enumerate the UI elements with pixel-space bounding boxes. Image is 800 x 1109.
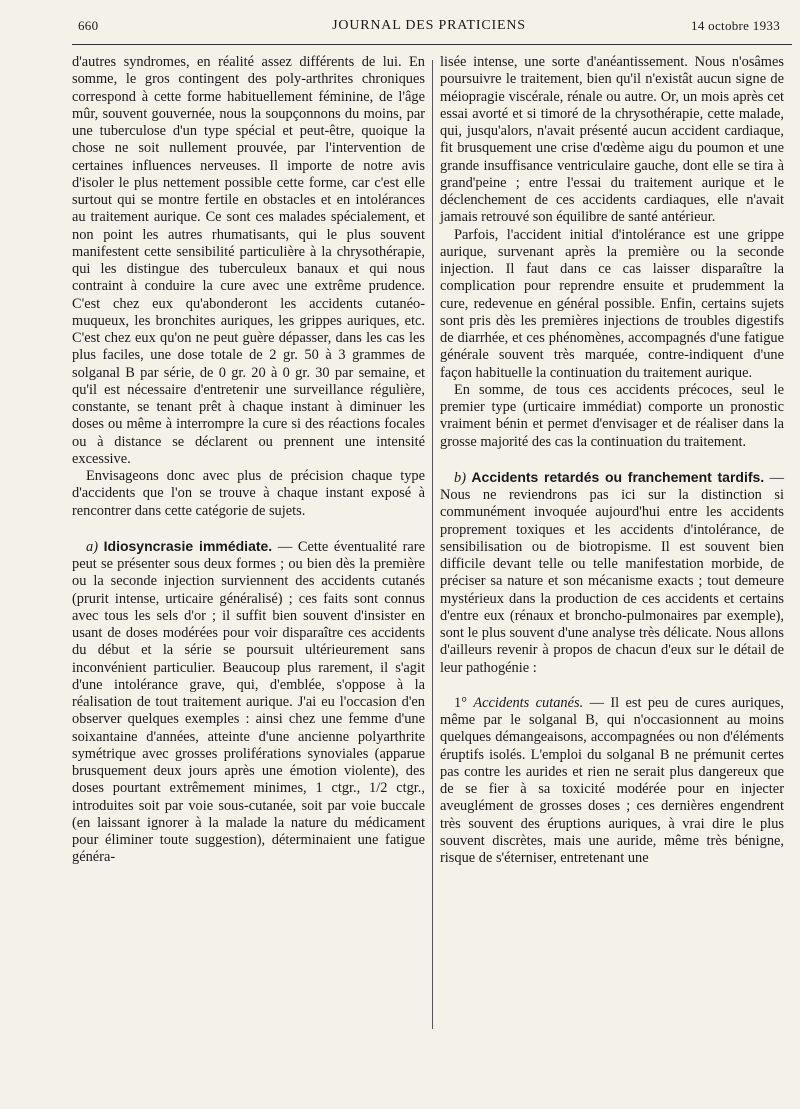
section-prefix: 1° [454,694,467,711]
section-text: — Cette éventualité rare peut se présenter sous deux formes ; ou bien dès la première ou la seconde injection surviennent des accidents cutanés (prurit intense, urticaire généralisé) ; ces faits sont connus avec tous les sels d'or ; il suffit bien souvent d'insister en usant de doses modérées pour voir disparaître ces accidents du début et la série se poursuit ultérieurement sans inconvénient particulier. Beaucoup plus rarement, il s'agit d'une intolérance grave, qui, d'emblée, s'oppose à la réalisation de tout traitement aurique. J'ai eu l'occasion d'en observer quelques exemples : ainsi chez une femme d'une soixantaine d'années, atteinte d'une ancienne polyarthrite symétrique avec grosses proliférations synoviales (apparue brusquement deux jours après une émotion violente), des doses pourtant extrêmement minimes, 1 ctgr., 1/2 ctgr., introduites soit par voie sous-cutanée, soit par voie buccale (en laissant ignorer à la malade la nature du médicament pour éliminer toute suggestion), déterminaient une fatigue généra- [72,538,425,866]
paragraph: lisée intense, une sorte d'anéantissement. Nous n'osâmes poursuivre le traitement, bien qu'il n'existât aucun signe de méiopragie viscérale, rénale ou autre. Or, un mois après cet essai avorté et si timoré de la chrysothérapie, cette malade, qui, jusqu'alors, n'avait présenté aucun accident cardiaque, fit brusquement une crise d'œdème aigu du poumon et une grande insuffisance ventriculaire gauche, dont elle se tira à grand'peine ; entre l'essai du traitement aurique et le déclenchement de ces accidents cardiaques, elle n'avait jamais retrouvé son équilibre de santé antérieur. [440,54,784,226]
section-prefix: a) [86,538,98,555]
section-title: Idiosyncrasie immédiate. [103,537,273,554]
paragraph: En somme, de tous ces accidents précoces, seul le premier type (urticaire immédiat) comporte un pronostic vraiment bénin et permet d'envisager et de réaliser dans la grosse majorité des cas la continuation du traitement. [440,381,784,450]
journal-title: JOURNAL DES PRATICIENS [332,18,526,33]
section-1 [440,695,784,868]
left-column [72,54,425,867]
issue-date: 14 octobre 1933 [691,18,780,33]
section-title: Accidents cutanés. [473,694,584,711]
paragraph: Envisageons donc avec plus de précision chaque type d'accidents que l'on se trouve à chaque instant exposé à rencontrer dans cette catégorie de sujets. [72,468,425,519]
column-separator [432,60,433,1029]
paragraph: Parfois, l'accident initial d'intolérance est une grippe aurique, survenant après la première ou la seconde injection. Il faut dans ce cas laisser disparaître la complication pour reprendre ensuite et prudemment la cure, redevenue en général possible. Enfin, certains sujets sont pris dès les premières injections de troubles digestifs de diarrhée, et ces phénomènes, accompagnés d'une fatigue générale souvent très marquée, contre-indiquent d'une façon habituelle la continuation du traitement aurique. [440,226,784,381]
section-title: Accidents retardés ou franchement tardifs. [471,468,765,485]
right-column [440,54,784,867]
page-header [78,14,780,36]
section-text: — Nous ne reviendrons pas ici sur la distinction si communément invoquée aujourd'hui entre les accidents proprement toxiques et les accidents d'intolérance, de sensibilisation ou de biotropisme. Il est souvent bien difficile devant telle ou telle manifestation morbide, de préciser sa nature et son mécanisme exacts ; tout demeure mystérieux dans la production de ces accidents et certains d'entre eux (rénaux et broncho-pulmonaires par exemple), sont le plus souvent d'une analyse très délicate. Nous allons d'ailleurs revenir à propos de chacun d'eux sur le détail de leur pathogénie : [440,469,784,676]
section-b [440,469,784,677]
page-number: 660 [78,18,99,33]
paragraph: d'autres syndromes, en réalité assez différents de lui. En somme, le gros contingent des poly-arthrites chroniques correspond à cette forme habituellement féminine, de l'âge mûr, souvent gouvernée, nous la soupçonnons du moins, par une tuberculose d'un type spécial et peut-être, quoique la chose ne soit nullement prouvée, par l'intervention de certaines influences nerveuses. Il importe de notre avis d'isoler le plus nettement possible cette forme, car c'est elle surtout qui se montre fertile en obstacles et en intolérances au traitement aurique. Ce sont ces malades spécialement, et non point les autres rhumatisants, qui le plus souvent manifestent cette sensibilité particulière à la chrysothérapie, qui les distingue des tuberculeux banaux et qui nous contraint à conduire la cure avec une extrême prudence. C'est chez eux qu'abonderont les accidents cutanéo-muqueux, les bronchites auriques, les grippes auriques, etc. C'est chez eux qu'on ne peut guère dépasser, dans les cas les plus faciles, une dose totale de 2 gr. 50 à 3 grammes de solganal B par série, de 0 gr. 20 à 0 gr. 30 par semaine, et qu'il est nécessaire d'entretenir une surveillance régulière, constante, se tenant prêt à chaque instant à diminuer les doses ou même à interrompre la cure si des réactions focales ou à distance se déclarent ou prennent une intensité excessive. [72,54,425,467]
header-rule [72,44,792,45]
section-a [72,538,425,867]
section-text: — Il est peu de cures auriques, même par le solganal B, qui n'occasionnent au moins quelques démangeaisons, accompagnées ou non d'éléments éruptifs isolés. L'emploi du solganal B ne prémunit certes pas contre les aurides et rien ne serait plus dangereux que de se fier à sa toxicité modérée pour en injecter aveuglément de grosses doses ; ces dernières engendrent très souvent des éruptions auriques, à vrai dire le plus souvent discrètes, mais une auride, même très bénigne, risque de s'éterniser, entretenant une [440,694,785,866]
section-prefix: b) [454,469,466,486]
